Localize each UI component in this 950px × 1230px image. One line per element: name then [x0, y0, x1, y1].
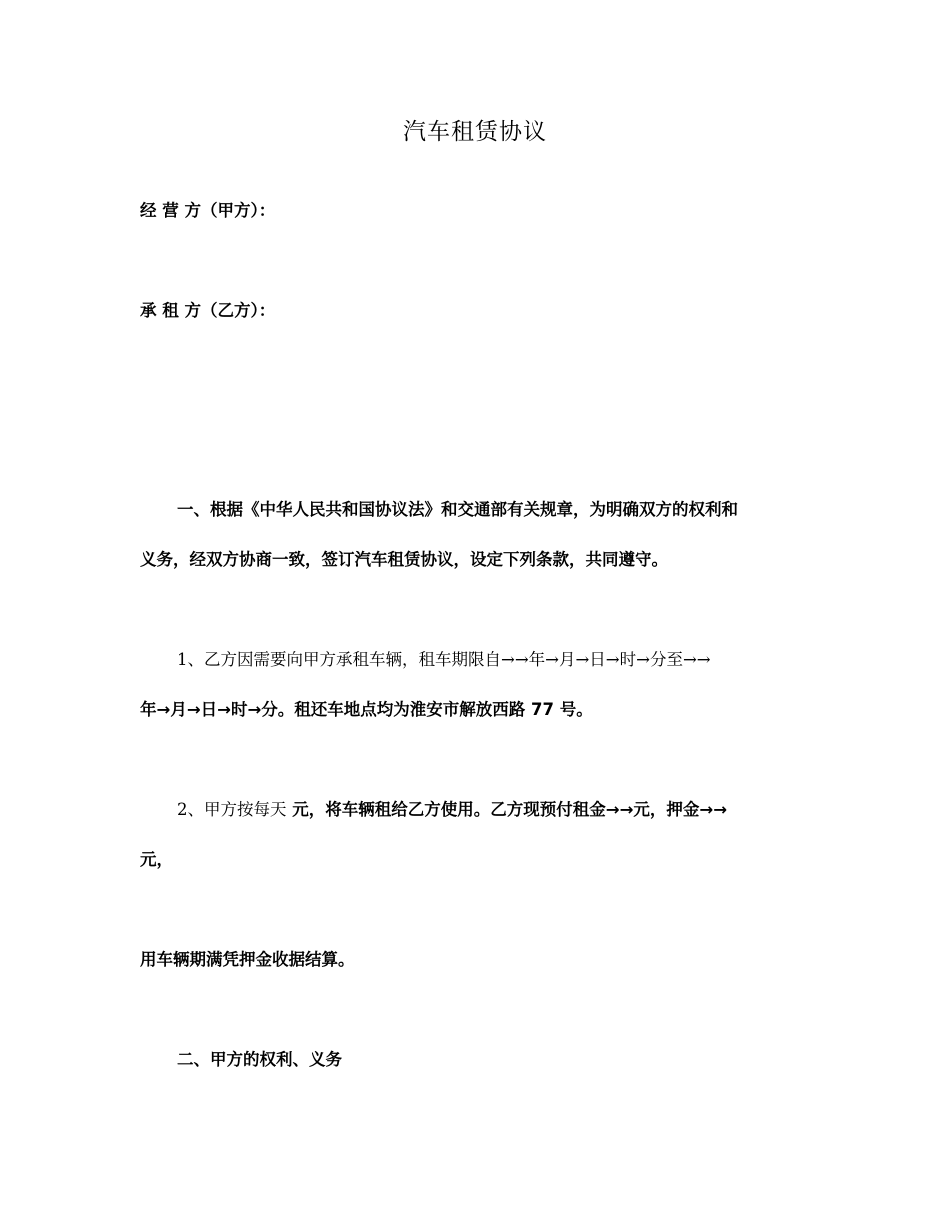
clause1-line1: 1、乙方因需要向甲方承租车辆，租车期限自→→年→月→日→时→分至→→: [177, 650, 711, 669]
clause2-line1-rest: 元，将车辆租给乙方使用。乙方现预付租金→→元，押金→→: [286, 800, 728, 819]
document-title: 汽车租赁协议: [403, 119, 547, 145]
clause2-line2: 元，: [140, 850, 173, 869]
section1-heading-line2: 义务，经双方协商一致，签订汽车租赁协议，设定下列条款，共同遵守。: [140, 550, 668, 569]
section2-heading: 二、甲方的权利、义务: [177, 1050, 342, 1069]
clause2-line1: [177, 800, 727, 820]
party-b-label: 承 租 方（乙方）：: [140, 301, 276, 320]
section1-heading-line1: 一、根据《中华人民共和国协议法》和交通部有关规章，为明确双方的权利和: [177, 500, 738, 519]
party-a-label: 经 营 方（甲方）：: [140, 201, 276, 220]
clause2-line3: 用车辆期满凭押金收据结算。: [140, 950, 355, 969]
clause2-line1-prefix: 2、甲方按每天: [177, 800, 287, 819]
clause1-line2: 年→月→日→时→分。租还车地点均为淮安市解放西路 77 号。: [140, 700, 593, 719]
